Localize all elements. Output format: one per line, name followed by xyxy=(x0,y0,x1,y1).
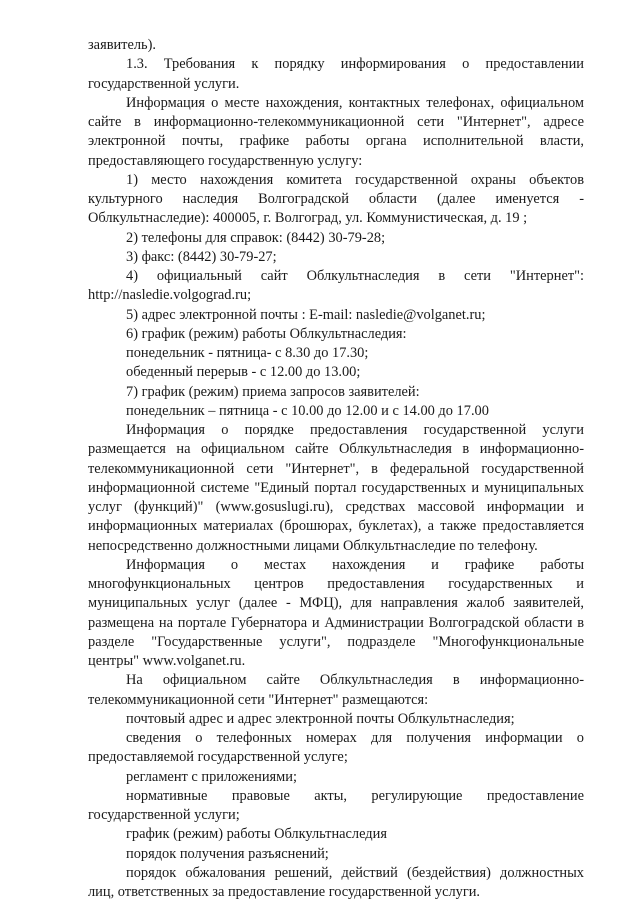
list-item-clarifications: порядок получения разъяснений; xyxy=(126,845,329,862)
item-location: 1) место нахождения комитета государственной охраны объектов культурного наследия Волгоградской области (далее именуется - Облкультнаследие): 400005, г. Волгоград, ул. Коммунистическая, д. 19 ; xyxy=(88,171,584,227)
section-heading-1-3: 1.3. Требования к порядку информирования о предоставлении государственной услуги. xyxy=(88,56,584,92)
list-item-work-schedule: график (режим) работы Облкультнаследия xyxy=(126,826,387,843)
list-item-postal-address: почтовый адрес и адрес электронной почты Облкультнаследия; xyxy=(126,710,515,727)
item-email: 5) адрес электронной почты : E-mail: nasledie@volganet.ru; xyxy=(126,306,486,323)
continuation-line: заявитель). xyxy=(88,37,156,53)
paragraph-contact-info-intro: Информация о месте нахождения, контактных телефонах, официальном сайте в информационно-телекоммуникационной сети "Интернет", адресе электронной почты, графике работы органа исполнительной власти, предоставляющего государственную услугу: xyxy=(88,94,584,169)
paragraph-info-placement: Информация о порядке предоставления государственной услуги размещается на официальном сайте Облкультнаследия в информационно-телекоммуникационной сети "Интернет", в федеральной государственной информационной системе "Единый портал государственных и муниципальных услуг (функций)" (www.gosuslugi.ru), средствах массовой информации и информационных материалах (брошюрах, буклетах), а также предоставляется непосредственно должностными лицами Облкультнаследие по телефону. xyxy=(88,422,584,554)
paragraph-website-contents-intro: На официальном сайте Облкультнаследия в информационно-телекоммуникационной сети "Интернет" размещаются: xyxy=(88,672,584,708)
item-work-schedule: 6) график (режим) работы Облкультнаследия: xyxy=(126,325,407,342)
item-phones: 2) телефоны для справок: (8442) 30-79-28; xyxy=(126,229,386,246)
list-item-appeal-procedure: порядок обжалования решений, действий (бездействия) должностных лиц, ответственных за предоставление государственной услуги. xyxy=(88,864,584,900)
item-website: 4) официальный сайт Облкультнаследия в сети "Интернет": http://nasledie.volgograd.ru; xyxy=(88,268,584,304)
list-item-legal-acts: нормативные правовые акты, регулирующие предоставление государственной услуги; xyxy=(88,787,584,823)
document-body xyxy=(88,36,584,902)
list-item-regulation: регламент с приложениями; xyxy=(126,768,297,785)
list-item-phone-info: сведения о телефонных номерах для получения информации о предоставляемой государственной услуге; xyxy=(88,730,584,766)
item-reception-schedule: 7) график (режим) приема запросов заявителей: xyxy=(126,383,420,400)
schedule-weekdays: понедельник - пятница- с 8.30 до 17.30; xyxy=(126,345,369,361)
item-fax: 3) факс: (8442) 30-79-27; xyxy=(126,248,277,265)
paragraph-mfc-info: Информация о местах нахождения и графике работы многофункциональных центров предоставления государственных и муниципальных услуг (далее - МФЦ), для направления жалоб заявителей, размещена на портале Губернатора и Администрации Волгоградской области в разделе "Государственные услуги", подразделе "Многофункциональные центры" www.volganet.ru. xyxy=(88,556,584,669)
reception-weekdays: понедельник – пятница - с 10.00 до 12.00 и с 14.00 до 17.00 xyxy=(126,402,489,419)
schedule-lunch: обеденный перерыв - с 12.00 до 13.00; xyxy=(126,364,361,381)
